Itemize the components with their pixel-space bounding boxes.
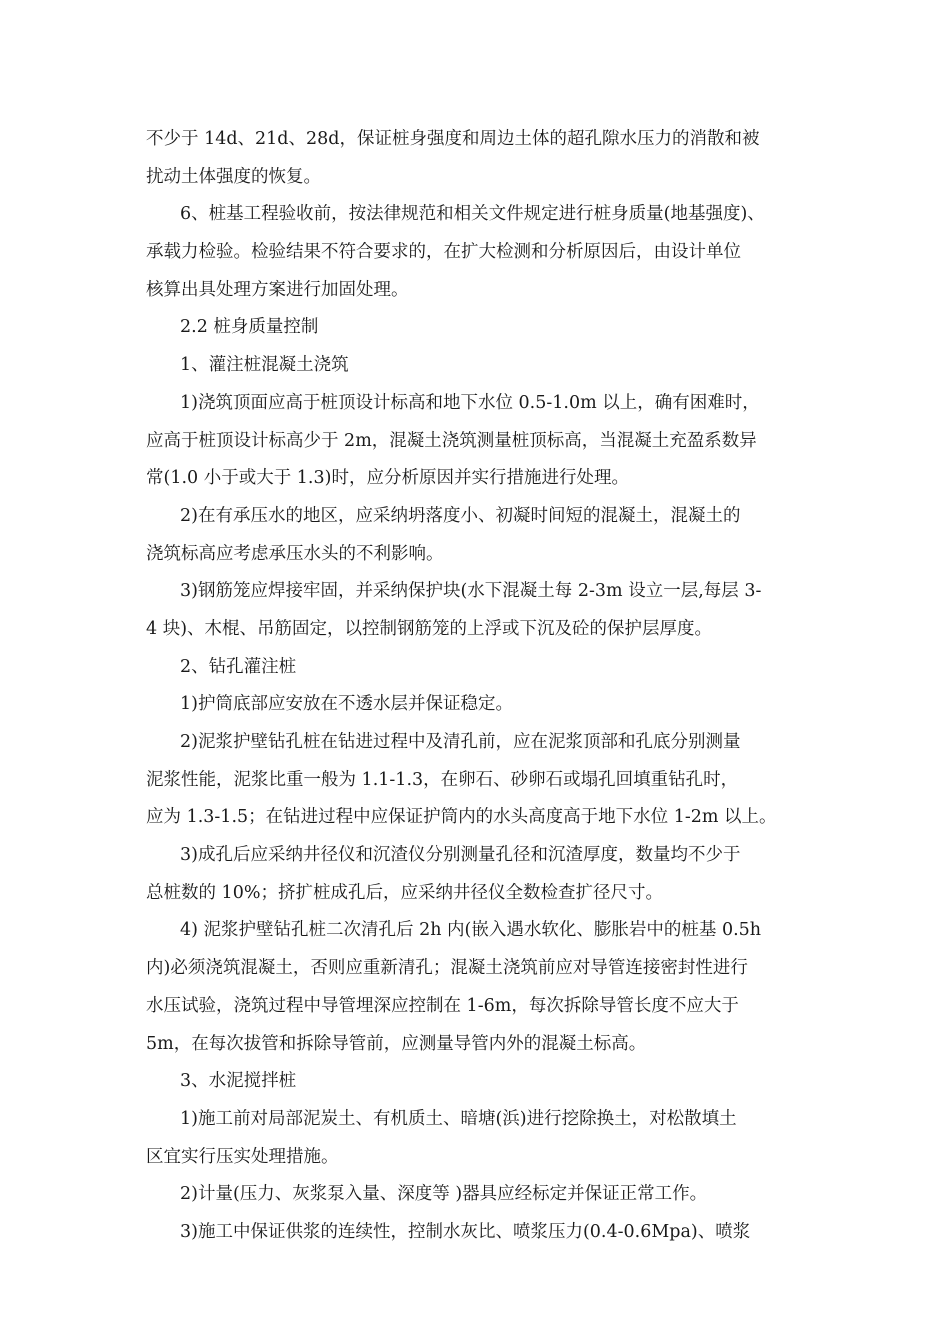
section-heading: 2.2 桩身质量控制 [180,317,319,338]
text-line: 2)在有承压水的地区，应采纳坍落度小、初凝时间短的混凝土，混凝土的 [180,505,741,526]
text-line: 常(1.0 小于或大于 1.3)时，应分析原因并实行措施进行处理。 [146,468,629,489]
text-line: 1)护筒底部应安放在不透水层并保证稳定。 [180,694,513,715]
text-line: 4) 泥浆护壁钻孔桩二次清孔后 2h 内(嵌入遇水软化、膨胀岩中的桩基 0.5h [180,920,762,941]
text-line: 应高于桩顶设计标高少于 2m，混凝土浇筑测量桩顶标高，当混凝土充盈系数异 [146,430,757,451]
text-line: 扰动土体强度的恢复。 [146,166,321,187]
text-line: 1)施工前对局部泥炭土、有机质土、暗塘(浜)进行挖除换土，对松散填土 [180,1108,737,1129]
text-line: 3)成孔后应采纳井径仪和沉渣仪分别测量孔径和沉渣厚度，数量均不少于 [180,845,741,866]
subsection-heading: 2、钻孔灌注桩 [180,656,297,677]
text-line: 不少于 14d、21d、28d，保证桩身强度和周边土体的超孔隙水压力的消散和被 [146,129,760,149]
text-line: 泥浆性能，泥浆比重一般为 1.1-1.3，在卵石、砂卵石或塌孔回填重钻孔时， [146,769,739,790]
text-line: 4 块)、木棍、吊筋固定，以控制钢筋笼的上浮或下沉及砼的保护层厚度。 [146,618,713,639]
text-line: 水压试验，浇筑过程中导管埋深应控制在 1-6m，每次拆除导管长度不应大于 [146,995,739,1016]
text-line: 浇筑标高应考虑承压水头的不利影响。 [146,543,444,564]
text-line: 应为 1.3-1.5；在钻进过程中应保证护筒内的水头高度高于地下水位 1-2m 以上。 [146,807,777,828]
document-body [146,121,806,1252]
text-line: 3)钢筋笼应焊接牢固，并采纳保护块(水下混凝土每 2-3m 设立一层,每层 3- [180,581,762,602]
text-line: 总桩数的 10%；挤扩桩成孔后，应采纳井径仪全数检查扩径尺寸。 [146,882,663,903]
text-line: 核算出具处理方案进行加固处理。 [146,279,409,300]
text-line: 3)施工中保证供浆的连续性，控制水灰比、喷浆压力(0.4-0.6Mpa)、喷浆 [180,1221,751,1242]
text-line: 1)浇筑顶面应高于桩顶设计标高和地下水位 0.5-1.0m 以上，确有困难时， [180,392,760,413]
subsection-heading: 1、灌注桩混凝土浇筑 [180,355,349,376]
text-line: 6、桩基工程验收前，按法律规范和相关文件规定进行桩身质量(地基强度)、 [180,204,765,225]
text-line: 2)泥浆护壁钻孔桩在钻进过程中及清孔前，应在泥浆顶部和孔底分别测量 [180,732,741,752]
subsection-heading: 3、水泥搅拌桩 [180,1071,297,1092]
text-line: 区宜实行压实处理措施。 [146,1146,339,1167]
text-line: 2)计量(压力、灰浆泵入量、深度等 )器具应经标定并保证正常工作。 [180,1184,708,1205]
text-line: 5m，在每次拔管和拆除导管前，应测量导管内外的混凝土标高。 [146,1033,647,1054]
text-line: 内)必须浇筑混凝土，否则应重新清孔；混凝土浇筑前应对导管连接密封性进行 [146,958,748,979]
text-line: 承载力检验。检验结果不符合要求的，在扩大检测和分析原因后，由设计单位 [146,242,741,263]
